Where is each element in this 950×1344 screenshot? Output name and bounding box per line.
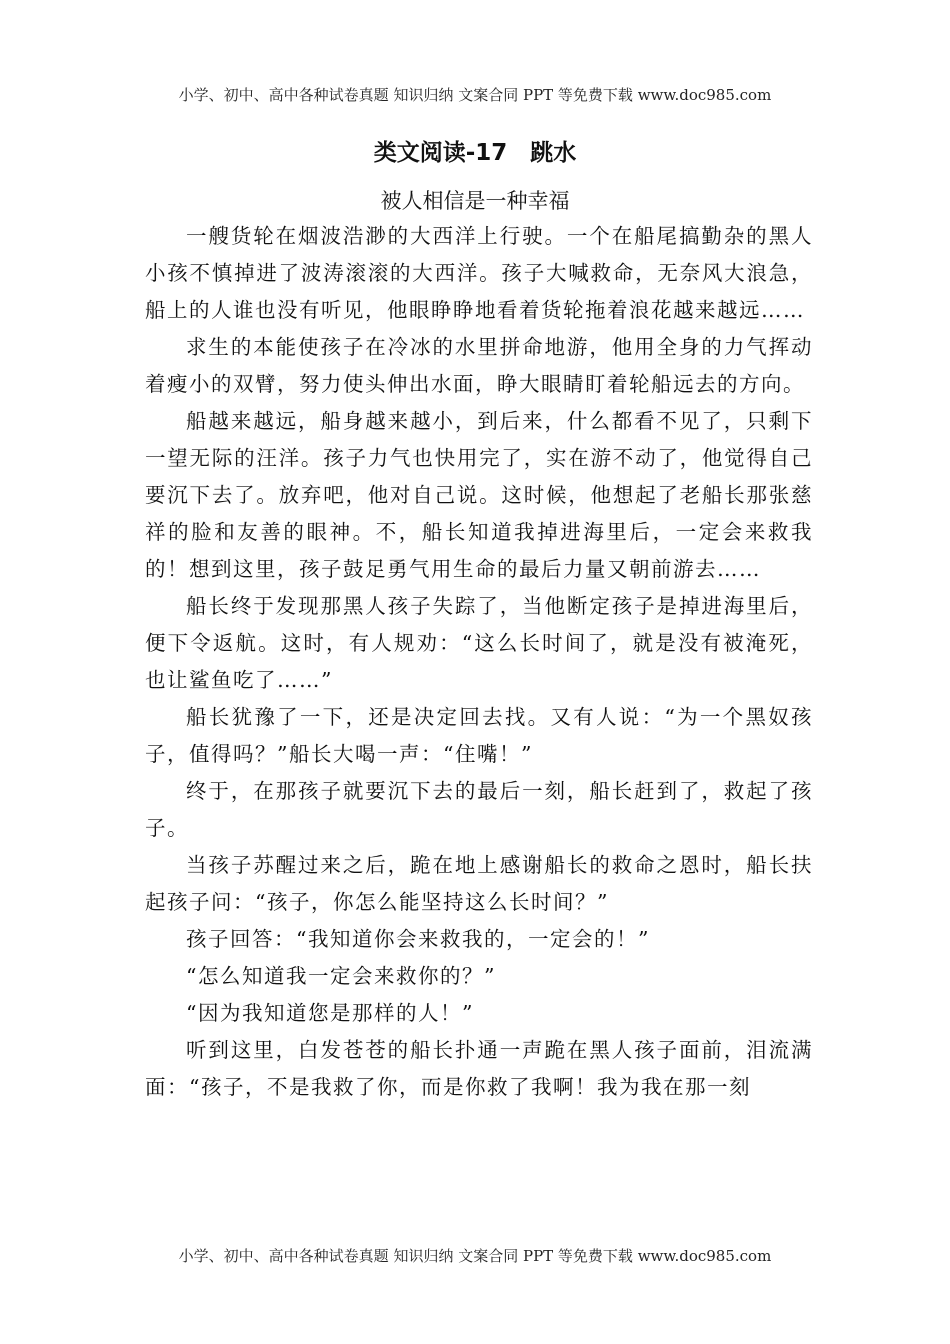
paragraph: 孩子回答：“我知道你会来救我的，一定会的！” xyxy=(186,927,650,951)
paragraph: 船长终于发现那黑人孩子失踪了，当他断定孩子是掉进海里后，便下令返航。这时，有人规劝：“这么长时间了，就是没有被淹死，也让鲨鱼吃了……” xyxy=(145,594,813,692)
paragraph: “怎么知道我一定会来救你的？” xyxy=(186,964,496,988)
paragraph: 终于，在那孩子就要沉下去的最后一刻，船长赶到了，救起了孩子。 xyxy=(145,779,813,840)
page-header: 小学、初中、高中各种试卷真题 知识归纳 文案合同 PPT 等免费下载 www.doc985.com xyxy=(178,86,772,104)
article-body xyxy=(145,218,813,1106)
paragraph: 船越来越远，船身越来越小，到后来，什么都看不见了，只剩下一望无际的汪洋。孩子力气也快用完了，实在游不动了，他觉得自己要沉下去了。放弃吧，他对自己说。这时候，他想起了老船长那张慈祥的脸和友善的眼神。不，船长知道我掉进海里后，一定会来救我的！想到这里，孩子鼓足勇气用生命的最后力量又朝前游去…… xyxy=(145,409,813,581)
article-title: 被人相信是一种幸福 xyxy=(380,189,570,213)
page-footer: 小学、初中、高中各种试卷真题 知识归纳 文案合同 PPT 等免费下载 www.doc985.com xyxy=(178,1247,772,1265)
paragraph: 船长犹豫了一下，还是决定回去找。又有人说：“为一个黑奴孩子，值得吗？”船长大喝一声：“住嘴！” xyxy=(145,705,813,766)
paragraph: “因为我知道您是那样的人！” xyxy=(186,1001,474,1025)
document-title: 类文阅读-17 跳水 xyxy=(373,140,577,166)
paragraph: 当孩子苏醒过来之后，跪在地上感谢船长的救命之恩时，船长扶起孩子问：“孩子，你怎么能坚持这么长时间？” xyxy=(145,853,813,914)
paragraph: 求生的本能使孩子在冷冰的水里拼命地游，他用全身的力气挥动着瘦小的双臂，努力使头伸出水面，睁大眼睛盯着轮船远去的方向。 xyxy=(145,335,813,396)
paragraph: 听到这里，白发苍苍的船长扑通一声跪在黑人孩子面前，泪流满面：“孩子，不是我救了你，而是你救了我啊！我为我在那一刻 xyxy=(145,1038,813,1099)
paragraph: 一艘货轮在烟波浩渺的大西洋上行驶。一个在船尾搞勤杂的黑人小孩不慎掉进了波涛滚滚的大西洋。孩子大喊救命，无奈风大浪急，船上的人谁也没有听见，他眼睁睁地看着货轮拖着浪花越来越远…… xyxy=(145,224,813,322)
